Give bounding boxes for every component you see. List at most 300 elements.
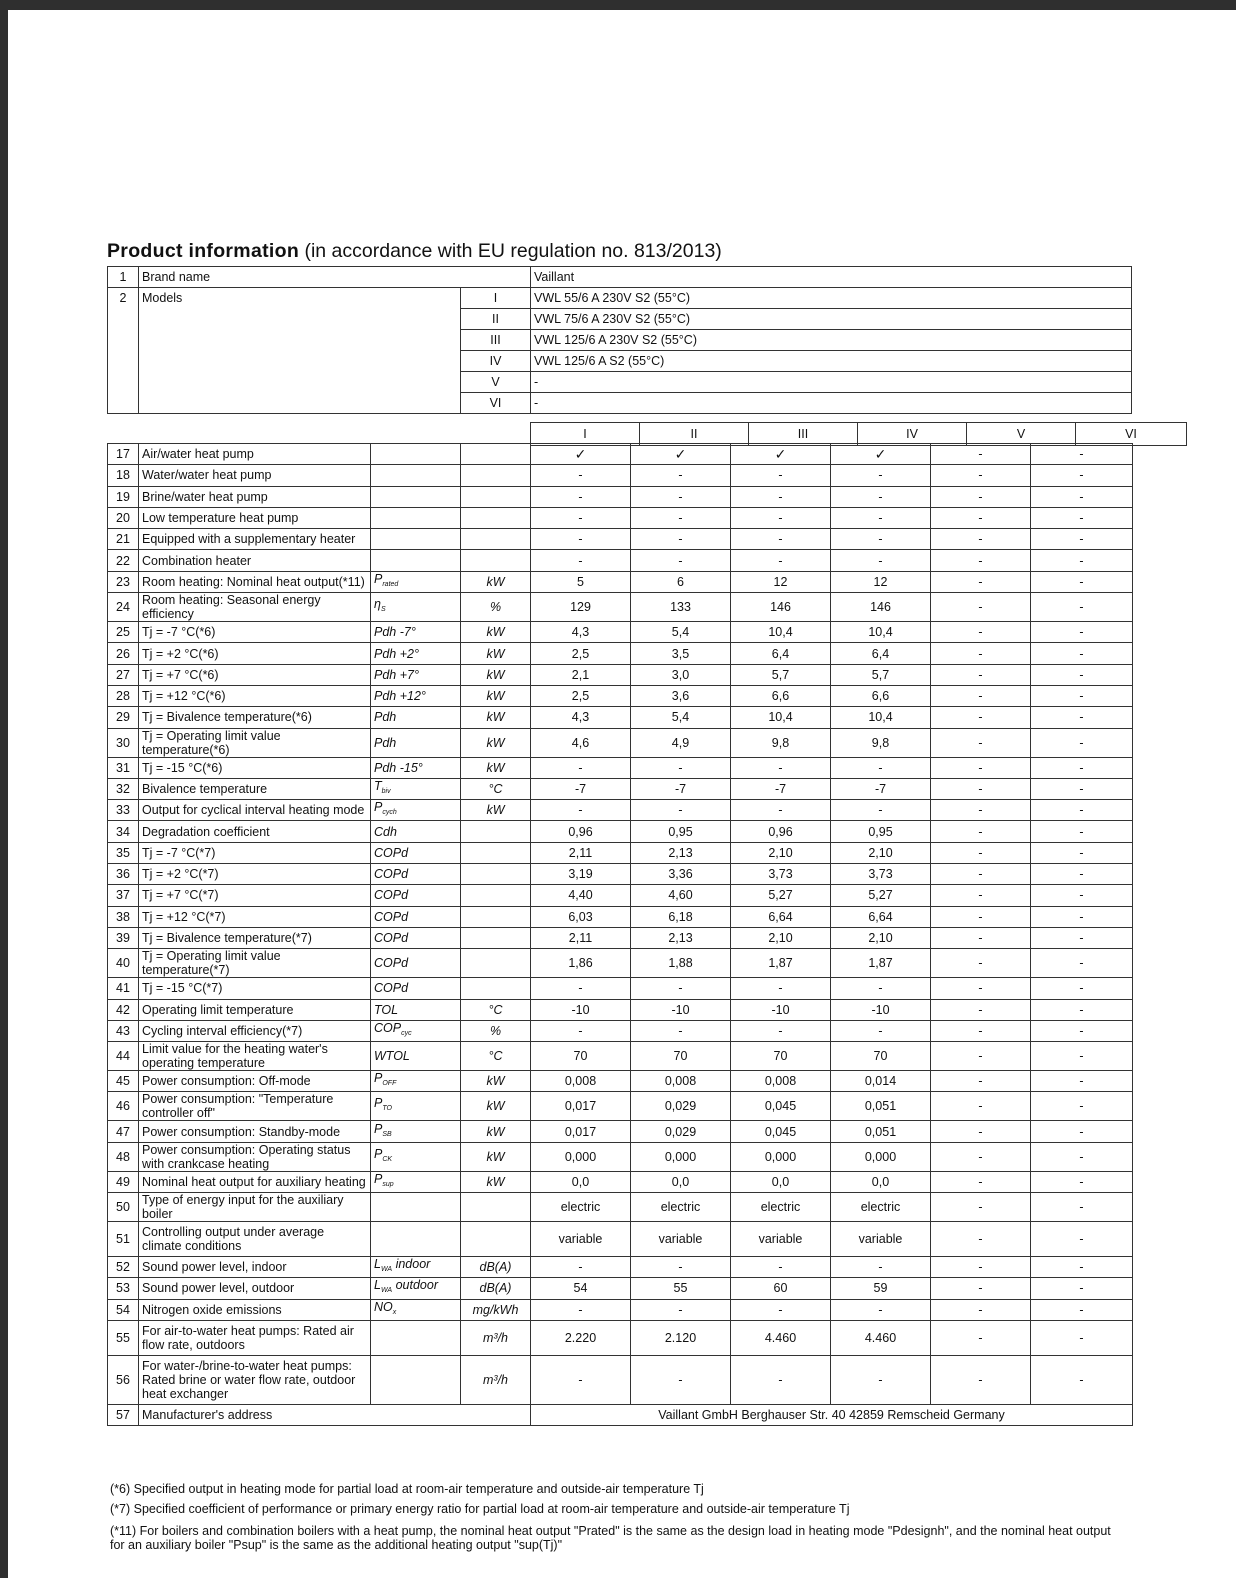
value-cell: 2,13	[631, 927, 731, 948]
symbol-subscript: biv	[381, 788, 391, 795]
data-row-42	[108, 999, 1133, 1020]
parameter-label: Combination heater	[139, 550, 371, 571]
parameter-unit: °C	[461, 999, 531, 1020]
value-cell: -	[731, 1299, 831, 1320]
document-title	[107, 240, 722, 263]
value-cell: 70	[831, 1042, 931, 1071]
row-number: 40	[108, 949, 139, 978]
data-row-20	[108, 507, 1133, 528]
symbol-subscript: S	[380, 606, 386, 614]
value-cell: -	[1031, 685, 1133, 706]
value-cell: -	[631, 1299, 731, 1320]
value-cell: 146	[831, 593, 931, 622]
data-row-46	[108, 1092, 1133, 1121]
row-number: 53	[108, 1278, 139, 1299]
value-cell: -7	[831, 778, 931, 799]
value-cell: 5,27	[731, 885, 831, 906]
parameter-symbol	[371, 664, 461, 685]
row-number: 33	[108, 800, 139, 821]
data-row-43	[108, 1020, 1133, 1041]
row-number: 24	[108, 593, 139, 622]
parameter-unit: kW	[461, 571, 531, 592]
models-label: Models	[139, 288, 461, 414]
row-number: 25	[108, 622, 139, 643]
symbol-text: Pdh +7°	[374, 667, 419, 682]
symbol-text: Pdh	[374, 710, 397, 725]
value-cell: 2,13	[631, 842, 731, 863]
row-number: 21	[108, 529, 139, 550]
row-number: 56	[108, 1355, 139, 1404]
value-cell: -	[831, 486, 931, 507]
symbol-text: η	[374, 597, 381, 612]
symbol-text: COPd	[374, 956, 409, 971]
value-cell: -	[1031, 1092, 1133, 1121]
parameter-symbol	[371, 1193, 461, 1222]
value-cell: 6,64	[831, 906, 931, 927]
value-cell: -	[631, 1355, 731, 1404]
footnote-11: (*11) For boilers and combination boilers with a heat pump, the nominal heat output "Prated" is the same as the design load in heating mode "Pdesignh", and the nominal heat output for an auxiliary boiler "Psup" is the same as the additional heating output "sup(Tj)"	[110, 1524, 1111, 1552]
value-cell: 0,96	[731, 821, 831, 842]
parameter-unit	[461, 507, 531, 528]
data-row-27	[108, 664, 1133, 685]
symbol-text: COPd	[374, 981, 409, 996]
symbol-text: P	[374, 800, 383, 815]
parameter-label: Power consumption: Off-mode	[139, 1071, 371, 1092]
row-number: 51	[108, 1222, 139, 1257]
value-cell: 4,40	[531, 885, 631, 906]
value-cell: 1,86	[531, 949, 631, 978]
parameter-symbol	[371, 643, 461, 664]
parameter-unit: kW	[461, 757, 531, 778]
parameter-unit: kW	[461, 1171, 531, 1192]
value-cell: 2,10	[831, 927, 931, 948]
data-row-36	[108, 864, 1133, 885]
data-row-31	[108, 757, 1133, 778]
value-cell: -	[931, 999, 1031, 1020]
parameter-label: Tj = +2 °C(*6)	[139, 643, 371, 664]
symbol-subscript: OFF	[382, 1080, 397, 1088]
document-title-regulation: (in accordance with EU regulation no. 813/2013)	[304, 240, 722, 262]
value-cell: -	[531, 1355, 631, 1404]
value-cell: -	[1031, 757, 1133, 778]
value-cell: 6,4	[731, 643, 831, 664]
column-header-iv: IV	[858, 423, 967, 446]
parameter-unit: kW	[461, 800, 531, 821]
value-cell: -	[1031, 1320, 1133, 1355]
value-cell: -	[931, 1121, 1031, 1142]
value-cell: -	[831, 800, 931, 821]
value-cell: -	[1031, 1171, 1133, 1192]
symbol-text: Pdh	[374, 735, 397, 750]
brand-value: Vaillant	[531, 267, 1132, 288]
parameter-unit	[461, 927, 531, 948]
parameter-unit	[461, 550, 531, 571]
checkmark-icon: ✓	[731, 444, 831, 465]
symbol-subscript: cych	[382, 809, 397, 817]
value-cell: -	[931, 571, 1031, 592]
value-cell: 0,95	[831, 821, 931, 842]
parameter-symbol	[371, 1299, 461, 1320]
model-name: VWL 125/6 A 230V S2 (55°C)	[531, 330, 1132, 351]
parameter-unit: kW	[461, 707, 531, 728]
parameter-unit	[461, 885, 531, 906]
value-cell: 3,5	[631, 643, 731, 664]
value-cell: -	[531, 529, 631, 550]
row-number: 28	[108, 685, 139, 706]
value-cell: 0,96	[531, 821, 631, 842]
value-cell: 0,029	[631, 1121, 731, 1142]
value-cell: -	[531, 486, 631, 507]
parameter-label: Tj = Bivalence temperature(*6)	[139, 707, 371, 728]
value-cell: -10	[631, 999, 731, 1020]
value-cell: 133	[631, 593, 731, 622]
value-cell: -	[731, 529, 831, 550]
checkmark-icon: ✓	[831, 444, 931, 465]
symbol-text: COPd	[374, 909, 409, 924]
parameter-unit	[461, 486, 531, 507]
value-cell: -	[1031, 821, 1133, 842]
value-cell: -	[1031, 906, 1133, 927]
product-data-table	[107, 443, 1133, 1426]
value-cell: -	[731, 550, 831, 571]
value-cell: -	[931, 864, 1031, 885]
value-cell: -	[1031, 1278, 1133, 1299]
parameter-unit: kW	[461, 1071, 531, 1092]
parameter-symbol	[371, 1121, 461, 1142]
parameter-unit: m³/h	[461, 1355, 531, 1404]
value-cell: 6	[631, 571, 731, 592]
parameter-unit: m³/h	[461, 1320, 531, 1355]
model-roman-numeral: III	[461, 330, 531, 351]
parameter-symbol	[371, 1071, 461, 1092]
symbol-text: P	[374, 1171, 383, 1186]
value-cell: -	[631, 529, 731, 550]
value-cell: -	[1031, 1142, 1133, 1171]
data-row-40	[108, 949, 1133, 978]
value-cell: -	[931, 778, 1031, 799]
symbol-text: COPd	[374, 888, 409, 903]
data-row-26	[108, 643, 1133, 664]
parameter-label: Tj = Bivalence temperature(*7)	[139, 927, 371, 948]
model-roman-numeral: VI	[461, 393, 531, 414]
data-row-25	[108, 622, 1133, 643]
value-cell: -	[1031, 999, 1133, 1020]
parameter-label: For water-/brine-to-water heat pumps: Rated brine or water flow rate, outdoor heat exchanger	[139, 1355, 371, 1404]
value-cell: -	[931, 800, 1031, 821]
data-row-24	[108, 593, 1133, 622]
value-cell: 3,73	[731, 864, 831, 885]
value-cell: -	[1031, 643, 1133, 664]
value-cell: variable	[831, 1222, 931, 1257]
value-cell: -	[831, 465, 931, 486]
parameter-label: Equipped with a supplementary heater	[139, 529, 371, 550]
parameter-unit	[461, 821, 531, 842]
value-cell: 0,008	[731, 1071, 831, 1092]
footnote-6: (*6) Specified output in heating mode for partial load at room-air temperature and outside-air temperature Tj	[110, 1482, 704, 1496]
value-cell: 3,19	[531, 864, 631, 885]
row-number: 57	[108, 1404, 139, 1425]
value-cell: -	[531, 978, 631, 999]
parameter-symbol	[371, 821, 461, 842]
symbol-text: COPd	[374, 931, 409, 946]
checkmark-icon: ✓	[531, 444, 631, 465]
row-number: 29	[108, 707, 139, 728]
value-cell: 0,014	[831, 1071, 931, 1092]
row-number: 31	[108, 757, 139, 778]
value-cell: 6,6	[831, 685, 931, 706]
parameter-unit: kW	[461, 664, 531, 685]
value-cell: -	[931, 728, 1031, 757]
parameter-symbol	[371, 842, 461, 863]
value-cell: -10	[831, 999, 931, 1020]
value-cell: -	[931, 842, 1031, 863]
parameter-label: Sound power level, outdoor	[139, 1278, 371, 1299]
value-cell: -	[731, 757, 831, 778]
parameter-symbol	[371, 1278, 461, 1299]
value-cell: 4.460	[731, 1320, 831, 1355]
parameter-label: Water/water heat pump	[139, 465, 371, 486]
symbol-subscript: CK	[382, 1155, 393, 1163]
value-cell: -	[1031, 507, 1133, 528]
symbol-subscript: TO	[382, 1105, 392, 1113]
value-cell: 1,87	[831, 949, 931, 978]
parameter-unit: dB(A)	[461, 1257, 531, 1278]
parameter-label: Room heating: Nominal heat output(*11)	[139, 571, 371, 592]
model-name: VWL 75/6 A 230V S2 (55°C)	[531, 309, 1132, 330]
row-number: 43	[108, 1020, 139, 1041]
data-row-41	[108, 978, 1133, 999]
value-cell: -	[931, 550, 1031, 571]
value-cell: 2,1	[531, 664, 631, 685]
parameter-label: Output for cyclical interval heating mode	[139, 800, 371, 821]
parameter-unit: dB(A)	[461, 1278, 531, 1299]
row-number: 26	[108, 643, 139, 664]
value-cell: -	[1031, 1222, 1133, 1257]
value-cell: 2.120	[631, 1320, 731, 1355]
value-cell: -	[631, 550, 731, 571]
value-cell: -	[931, 1020, 1031, 1041]
symbol-text: Pdh +12°	[374, 689, 426, 704]
data-row-53	[108, 1278, 1133, 1299]
parameter-symbol	[371, 1020, 461, 1041]
symbol-text: COP	[374, 1020, 402, 1035]
value-cell: variable	[531, 1222, 631, 1257]
value-cell: -	[631, 757, 731, 778]
parameter-unit: kW	[461, 643, 531, 664]
value-cell: -	[1031, 571, 1133, 592]
symbol-subscript: cyc	[401, 1029, 412, 1037]
parameter-symbol	[371, 885, 461, 906]
value-cell: -	[1031, 1299, 1133, 1320]
value-cell: 4,60	[631, 885, 731, 906]
row-number: 46	[108, 1092, 139, 1121]
value-cell: -	[931, 685, 1031, 706]
value-cell: -	[1031, 465, 1133, 486]
parameter-label: Cycling interval efficiency(*7)	[139, 1020, 371, 1041]
checkmark-icon: ✓	[631, 444, 731, 465]
value-cell: 70	[531, 1042, 631, 1071]
value-cell: -	[631, 1020, 731, 1041]
value-cell: -	[831, 1355, 931, 1404]
value-cell: 12	[731, 571, 831, 592]
value-cell: 10,4	[731, 622, 831, 643]
value-cell: -	[1031, 529, 1133, 550]
value-cell: 6,18	[631, 906, 731, 927]
parameter-label: Tj = -15 °C(*6)	[139, 757, 371, 778]
parameter-unit: °C	[461, 778, 531, 799]
parameter-label: Tj = +2 °C(*7)	[139, 864, 371, 885]
value-cell: -	[631, 978, 731, 999]
row-number: 34	[108, 821, 139, 842]
value-cell: 10,4	[731, 707, 831, 728]
row-number: 2	[108, 288, 139, 414]
value-cell: -	[1031, 842, 1133, 863]
value-cell: 9,8	[831, 728, 931, 757]
value-cell: 0,0	[831, 1171, 931, 1192]
value-cell: 59	[831, 1278, 931, 1299]
value-cell: 1,88	[631, 949, 731, 978]
value-cell: 0,000	[631, 1142, 731, 1171]
value-cell: -	[1031, 550, 1133, 571]
brand-row	[108, 267, 1132, 288]
column-header-iii: III	[749, 423, 858, 446]
row-number: 1	[108, 267, 139, 288]
parameter-symbol	[371, 949, 461, 978]
data-row-28	[108, 685, 1133, 706]
value-cell: -	[531, 800, 631, 821]
data-row-29	[108, 707, 1133, 728]
value-cell: electric	[631, 1193, 731, 1222]
parameter-label: Limit value for the heating water's operating temperature	[139, 1042, 371, 1071]
value-cell: -	[831, 550, 931, 571]
window-frame-left	[0, 0, 8, 1578]
column-header-vi: VI	[1076, 423, 1187, 446]
parameter-symbol	[371, 1355, 461, 1404]
parameter-unit: kW	[461, 685, 531, 706]
parameter-symbol	[371, 685, 461, 706]
row-number: 45	[108, 1071, 139, 1092]
value-cell: 4,9	[631, 728, 731, 757]
parameter-unit	[461, 949, 531, 978]
symbol-text: T	[374, 779, 382, 793]
symbol-text: Cdh	[374, 824, 397, 839]
row-number: 55	[108, 1320, 139, 1355]
value-cell: -	[931, 1042, 1031, 1071]
row-number: 36	[108, 864, 139, 885]
value-cell: -	[931, 707, 1031, 728]
data-row-17	[108, 444, 1133, 465]
value-cell: -	[931, 927, 1031, 948]
parameter-unit: %	[461, 593, 531, 622]
model-roman-numeral: I	[461, 288, 531, 309]
value-cell: 6,6	[731, 685, 831, 706]
value-cell: -	[1031, 444, 1133, 465]
value-cell: 5	[531, 571, 631, 592]
parameter-unit	[461, 1193, 531, 1222]
data-row-52	[108, 1257, 1133, 1278]
manufacturer-address: Vaillant GmbH Berghauser Str. 40 42859 Remscheid Germany	[531, 1404, 1133, 1425]
symbol-text: L	[374, 1278, 381, 1293]
parameter-label: Tj = +12 °C(*6)	[139, 685, 371, 706]
value-cell: -	[531, 757, 631, 778]
window-frame-top	[0, 0, 1236, 10]
parameter-label: For air-to-water heat pumps: Rated air flow rate, outdoors	[139, 1320, 371, 1355]
symbol-text: COPd	[374, 845, 409, 860]
parameter-symbol	[371, 927, 461, 948]
parameter-symbol	[371, 978, 461, 999]
parameter-symbol	[371, 507, 461, 528]
value-cell: -	[531, 1299, 631, 1320]
parameter-symbol	[371, 1171, 461, 1192]
brand-label: Brand name	[139, 267, 531, 288]
value-cell: 2,5	[531, 643, 631, 664]
value-cell: -	[631, 1257, 731, 1278]
parameter-unit	[461, 978, 531, 999]
value-cell: -	[931, 1092, 1031, 1121]
parameter-unit	[461, 1222, 531, 1257]
value-cell: -	[1031, 885, 1133, 906]
parameter-symbol	[371, 622, 461, 643]
parameter-label: Nominal heat output for auxiliary heating	[139, 1171, 371, 1192]
value-cell: variable	[631, 1222, 731, 1257]
value-cell: 2,10	[731, 842, 831, 863]
symbol-suffix: indoor	[392, 1257, 431, 1272]
value-cell: -	[931, 1071, 1031, 1092]
parameter-label: Nitrogen oxide emissions	[139, 1299, 371, 1320]
value-cell: -	[1031, 1042, 1133, 1071]
value-cell: -	[1031, 1355, 1133, 1404]
model-roman-numeral: IV	[461, 351, 531, 372]
row-number: 27	[108, 664, 139, 685]
parameter-unit	[461, 906, 531, 927]
data-row-54	[108, 1299, 1133, 1320]
value-cell: -	[931, 757, 1031, 778]
column-header-i: I	[531, 423, 640, 446]
value-cell: -	[1031, 949, 1133, 978]
value-cell: 3,0	[631, 664, 731, 685]
value-cell: 0,0	[531, 1171, 631, 1192]
value-cell: 0,000	[731, 1142, 831, 1171]
parameter-symbol	[371, 999, 461, 1020]
model-name: -	[531, 393, 1132, 414]
parameter-symbol	[371, 1042, 461, 1071]
data-row-32	[108, 778, 1133, 799]
parameter-label: Room heating: Seasonal energy efficiency	[139, 593, 371, 622]
parameter-label: Degradation coefficient	[139, 821, 371, 842]
value-cell: 3,73	[831, 864, 931, 885]
parameter-label: Low temperature heat pump	[139, 507, 371, 528]
value-cell: -	[931, 1355, 1031, 1404]
value-cell: 0,008	[631, 1071, 731, 1092]
value-cell: 0,017	[531, 1121, 631, 1142]
value-cell: -	[1031, 800, 1133, 821]
value-cell: -	[931, 978, 1031, 999]
symbol-text: P	[374, 1096, 383, 1111]
value-cell: 2.220	[531, 1320, 631, 1355]
data-row-34	[108, 821, 1133, 842]
parameter-symbol	[371, 1222, 461, 1257]
model-roman-numeral: II	[461, 309, 531, 330]
value-cell: -	[1031, 707, 1133, 728]
value-cell: -	[931, 486, 1031, 507]
value-cell: -	[531, 507, 631, 528]
column-header-v: V	[967, 423, 1076, 446]
parameter-unit	[461, 842, 531, 863]
value-cell: 60	[731, 1278, 831, 1299]
value-cell: 4,6	[531, 728, 631, 757]
value-cell: -	[731, 1257, 831, 1278]
value-cell: 2,5	[531, 685, 631, 706]
